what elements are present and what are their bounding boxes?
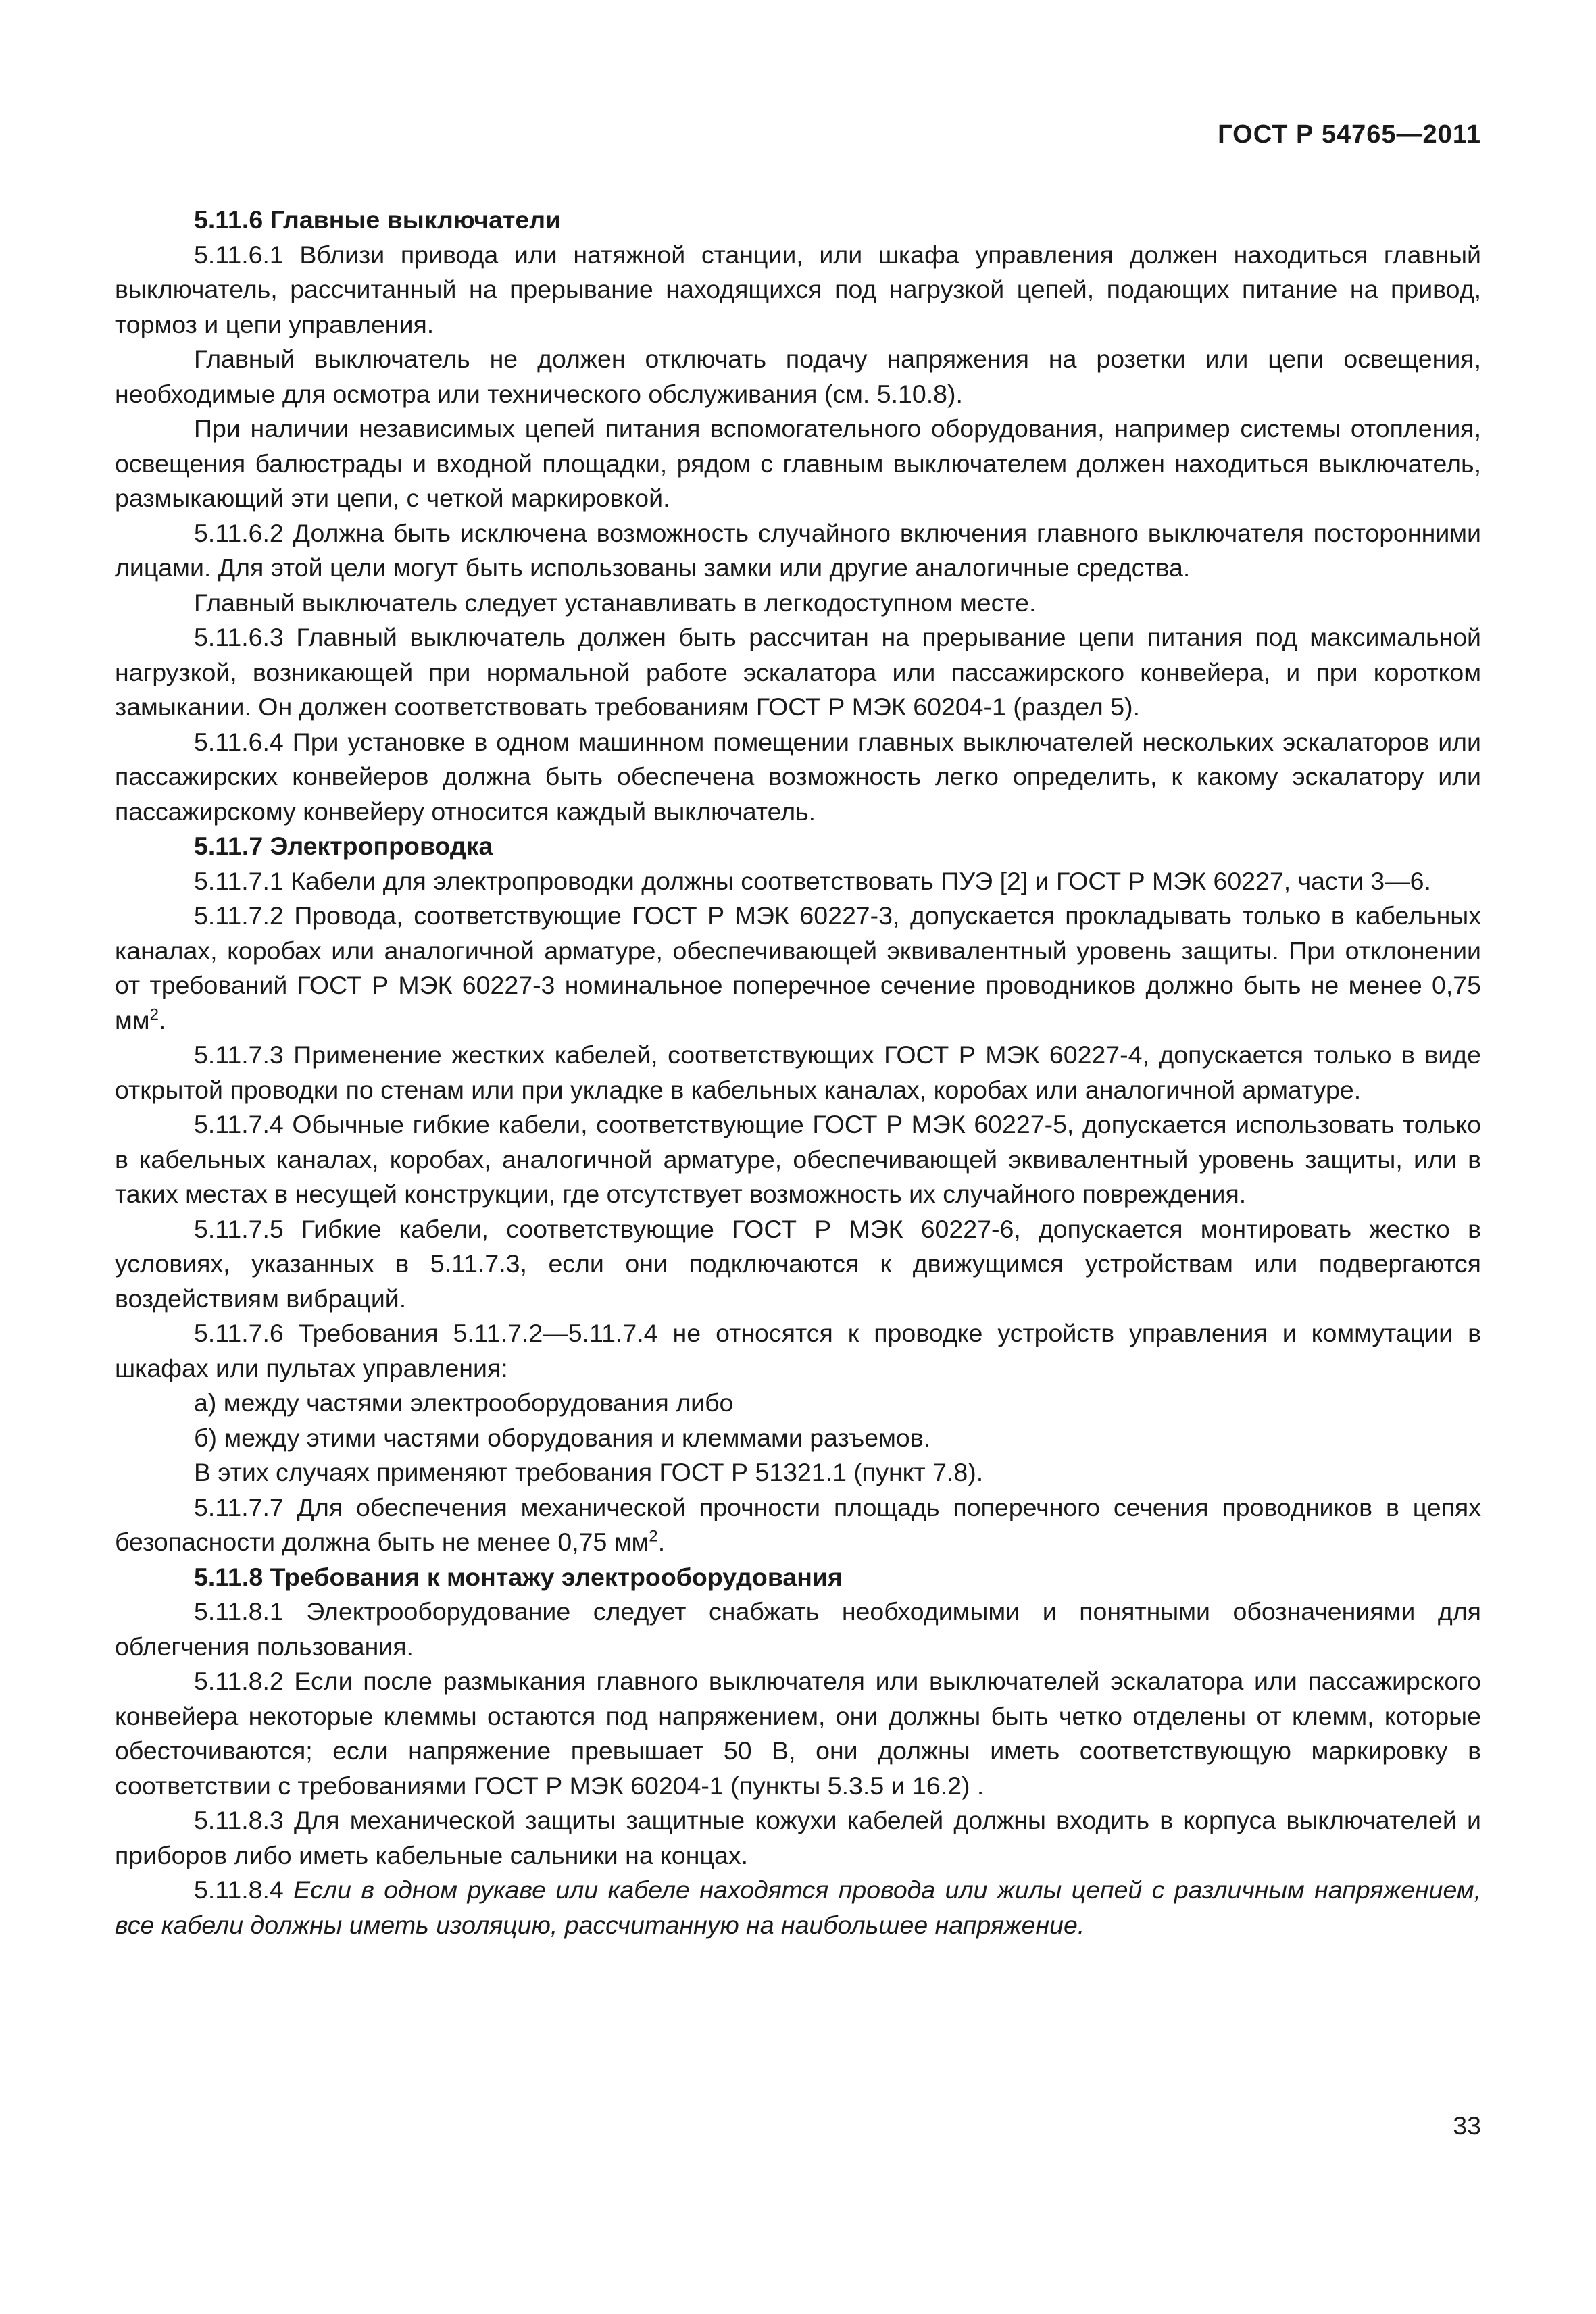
superscript: 2: [649, 1527, 658, 1546]
paragraph: 5.11.8.1 Электрооборудование следует снабжать необходимыми и понятными обозначениями для облегчения пользования.: [115, 1597, 1481, 1661]
section-heading-5-11-7: 5.11.7 Электропроводка: [194, 832, 493, 860]
paragraph: 5.11.7.4 Обычные гибкие кабели, соответствующие ГОСТ Р МЭК 60227-5, допускается использовать только в кабельных каналах, коробах, аналогичной арматуре, обеспечивающей эквивалентный уровень защиты, или в таких местах в несущей конструкции, где отсутствует возможность их случайного повреждения.: [115, 1110, 1481, 1208]
paragraph: 5.11.7.3 Применение жестких кабелей, соответствующих ГОСТ Р МЭК 60227-4, допускается только в виде открытой проводки по стенам или при укладке в кабельных каналах, коробах или аналогичной арматуре.: [115, 1040, 1481, 1104]
superscript: 2: [149, 1005, 159, 1024]
paragraph: 5.11.7.1 Кабели для электропроводки должны соответствовать ПУЭ [2] и ГОСТ Р МЭК 60227, части 3—6.: [194, 866, 1431, 895]
paragraph-text: 5.11.7.7 Для обеспечения механической прочности площадь поперечного сечения проводников в цепях безопасности должна быть не менее 0,75 мм: [115, 1492, 1481, 1556]
section-heading-5-11-6: 5.11.6 Главные выключатели: [194, 205, 562, 234]
paragraph: 5.11.7.6 Требования 5.11.7.2—5.11.7.4 не относятся к проводке устройств управления и коммутации в шкафах или пультах управления:: [115, 1319, 1481, 1382]
paragraph-end: .: [158, 1005, 166, 1034]
paragraph: 5.11.8.2 Если после размыкания главного выключателя или выключателей эскалатора или пассажирского конвейера некоторые клеммы остаются под напряжением, они должны быть четко отделены от клемм, которые обесточиваются; если напряжение превышает 50 В, они должны иметь соответствующую маркировку в соответствии с требованиями ГОСТ Р МЭК 60204-1 (пункты 5.3.5 и 16.2) .: [115, 1667, 1481, 1800]
paragraph: В этих случаях применяют требования ГОСТ Р 51321.1 (пункт 7.8).: [194, 1458, 984, 1486]
document-header-id: ГОСТ Р 54765—2011: [1218, 120, 1481, 149]
list-item: а) между частями электрооборудования либо: [194, 1388, 734, 1417]
paragraph: 5.11.6.1 Вблизи привода или натяжной станции, или шкафа управления должен находиться главный выключатель, рассчитанный на прерывание находящихся под нагрузкой цепей, подающих питание на привод, тормоз и цепи управления.: [115, 240, 1481, 338]
italic-text: Если в одном рукаве или кабеле находятся провода или жилы цепей с различным напряжением, все кабели должны иметь изоляцию, рассчитанную на наибольшее напряжение.: [115, 1876, 1481, 1939]
paragraph-text: 5.11.7.2 Провода, соответствующие ГОСТ Р МЭК 60227-3, допускается прокладывать только в кабельных каналах, коробах или аналогичной арматуре, обеспечивающей эквивалентный уровень защиты. При отклонении от требований ГОСТ Р МЭК 60227-3 номинальное поперечное сечение проводников должно быть не менее 0,75 мм: [115, 901, 1481, 1034]
paragraph: Главный выключатель следует устанавливать в легкодоступном месте.: [194, 588, 1037, 617]
paragraph: Главный выключатель не должен отключать подачу напряжения на розетки или цепи освещения, необходимые для осмотра или технического обслуживания (см. 5.10.8).: [115, 345, 1481, 408]
paragraph: 5.11.6.3 Главный выключатель должен быть рассчитан на прерывание цепи питания под максимальной нагрузкой, возникающей при нормальной работе эскалатора или пассажирского конвейера, и при коротком замыкании. Он должен соответствовать требованиям ГОСТ Р МЭК 60204-1 (раздел 5).: [115, 623, 1481, 721]
document-body: [115, 203, 1481, 1942]
paragraph: [115, 1490, 1481, 1560]
page-number: 33: [1453, 2111, 1481, 2140]
paragraph: [115, 1873, 1481, 1942]
clause-number: 5.11.8.4: [194, 1876, 294, 1904]
paragraph: При наличии независимых цепей питания вспомогательного оборудования, например системы отопления, освещения балюстрады и входной площадки, рядом с главным выключателем должен находиться выключатель, размыкающий эти цепи, с четкой маркировкой.: [115, 414, 1481, 512]
paragraph: 5.11.8.3 Для механической защиты защитные кожухи кабелей должны входить в корпуса выключателей и приборов либо иметь кабельные сальники на концах.: [115, 1806, 1481, 1869]
paragraph: [115, 899, 1481, 1038]
section-heading-5-11-8: 5.11.8 Требования к монтажу электрооборудования: [194, 1562, 843, 1591]
list-item: б) между этими частями оборудования и клеммами разъемов.: [194, 1423, 931, 1452]
paragraph: 5.11.7.5 Гибкие кабели, соответствующие ГОСТ Р МЭК 60227-6, допускается монтировать жестко в условиях, указанных в 5.11.7.3, если они подключаются к движущимся устройствам или подвергаются воздействиям вибраций.: [115, 1214, 1481, 1313]
paragraph-end: .: [657, 1528, 666, 1556]
paragraph: 5.11.6.2 Должна быть исключена возможность случайного включения главного выключателя посторонними лицами. Для этой цели могут быть использованы замки или другие аналогичные средства.: [115, 518, 1481, 582]
paragraph: 5.11.6.4 При установке в одном машинном помещении главных выключателей нескольких эскалаторов или пассажирских конвейеров должна быть обеспечена возможность легко определить, к какому эскалатору или пассажирскому конвейеру относится каждый выключатель.: [115, 727, 1481, 826]
